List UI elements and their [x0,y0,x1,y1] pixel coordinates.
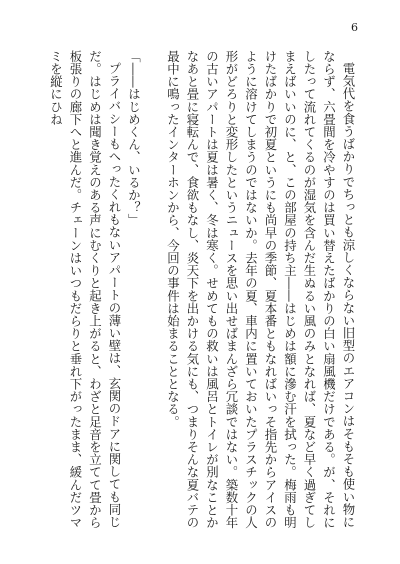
paragraph-spacer [144,50,164,540]
paragraph-dialogue: 「――はじめくん、いるか？」 [126,50,142,227]
page-number: 6 [351,21,358,34]
paragraph-narration: 電気代を食うばかりでちっとも涼しくならない旧型のエアコンはそもそも使い物にならず、六畳間を冷やすのは買い替えたばかりの白い扇風機だけである。が、それにしたって流れてくるのが湿気を含んだ生ぬるい風のみとなれば、夏など早く過ぎてしまえばいいのに、と、この部屋の持ち主――はじめは額に滲む汗を拭った。梅雨も明けたばかりで初夏というにも尚早の季節、夏本番ともなればいっそ指先からアイスのように溶けてしまうのではないか。去年の夏、車内に置いておいたプラスチックの人形がどろりと変形したというニュースを思い出せばまんざら冗談ではない。築数十年の古いアパートは夏は暑く、冬は寒く。せめてもの救いは風呂とトイレが別なことかなあと畳に寝転んで、食欲もなし、炎天下を出かける気にも、つまりそんな夏バテの最中に鳴ったインターホンから、今回の事件は始まることとなる。 [165,50,356,529]
body-text [38,50,358,540]
paragraph-continuation: プライバシーもへったくれもないアパートの薄い壁は、玄関のドアに関しても同じだ。はじめは聞き覚えのある声にむくりと起き上がると、わざと足音を立てて畳から板張りの廊下へと進んだ。チェーンはいつもだらりと垂れ下がったまま、緩んだツマミを縦にひね [48,50,122,529]
